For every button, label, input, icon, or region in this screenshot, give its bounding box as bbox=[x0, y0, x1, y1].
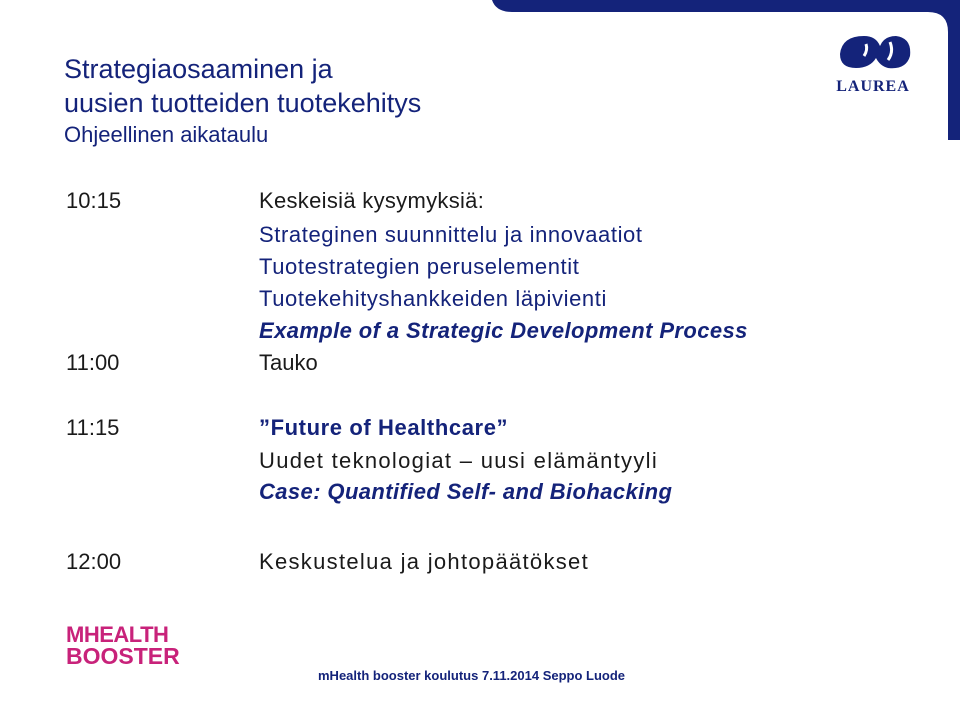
agenda-item: Tuotekehityshankkeiden läpivienti bbox=[259, 286, 607, 311]
agenda-item: Case: Quantified Self- and Biohacking bbox=[259, 479, 673, 504]
agenda-item: Example of a Strategic Development Process bbox=[259, 318, 748, 343]
brand-line-2: BOOSTER bbox=[66, 643, 180, 669]
time-label: 12:00 bbox=[66, 549, 122, 574]
brand-line-1: MHEALTH bbox=[66, 622, 169, 647]
slide-title-block bbox=[64, 52, 421, 149]
agenda-item: Keskustelua ja johtopäätökset bbox=[259, 549, 590, 574]
agenda-item: Uudet teknologiat – uusi elämäntyyli bbox=[259, 448, 659, 473]
agenda-item: Tauko bbox=[259, 350, 318, 375]
mhealth-booster-logo bbox=[66, 622, 196, 670]
time-label: 11:15 bbox=[66, 415, 120, 440]
slide-title-line-1: Strategiaosaaminen ja bbox=[64, 54, 333, 84]
laurea-emblem-icon bbox=[830, 30, 916, 78]
time-label: 11:00 bbox=[66, 350, 120, 375]
agenda-item: Keskeisiä kysymyksiä: bbox=[259, 188, 485, 213]
agenda-item: Tuotestrategien peruselementit bbox=[259, 254, 580, 279]
footer-text: mHealth booster koulutus 7.11.2014 Seppo Luode bbox=[318, 668, 626, 683]
slide-subtitle: Ohjeellinen aikataulu bbox=[64, 122, 269, 147]
laurea-logo-text: LAUREA bbox=[836, 78, 910, 95]
laurea-logo bbox=[830, 30, 916, 102]
agenda-item: ”Future of Healthcare” bbox=[259, 415, 509, 440]
agenda-item: Strateginen suunnittelu ja innovaatiot bbox=[259, 222, 643, 247]
slide-title-line-2: uusien tuotteiden tuotekehitys bbox=[64, 88, 422, 118]
time-label: 10:15 bbox=[66, 188, 122, 213]
